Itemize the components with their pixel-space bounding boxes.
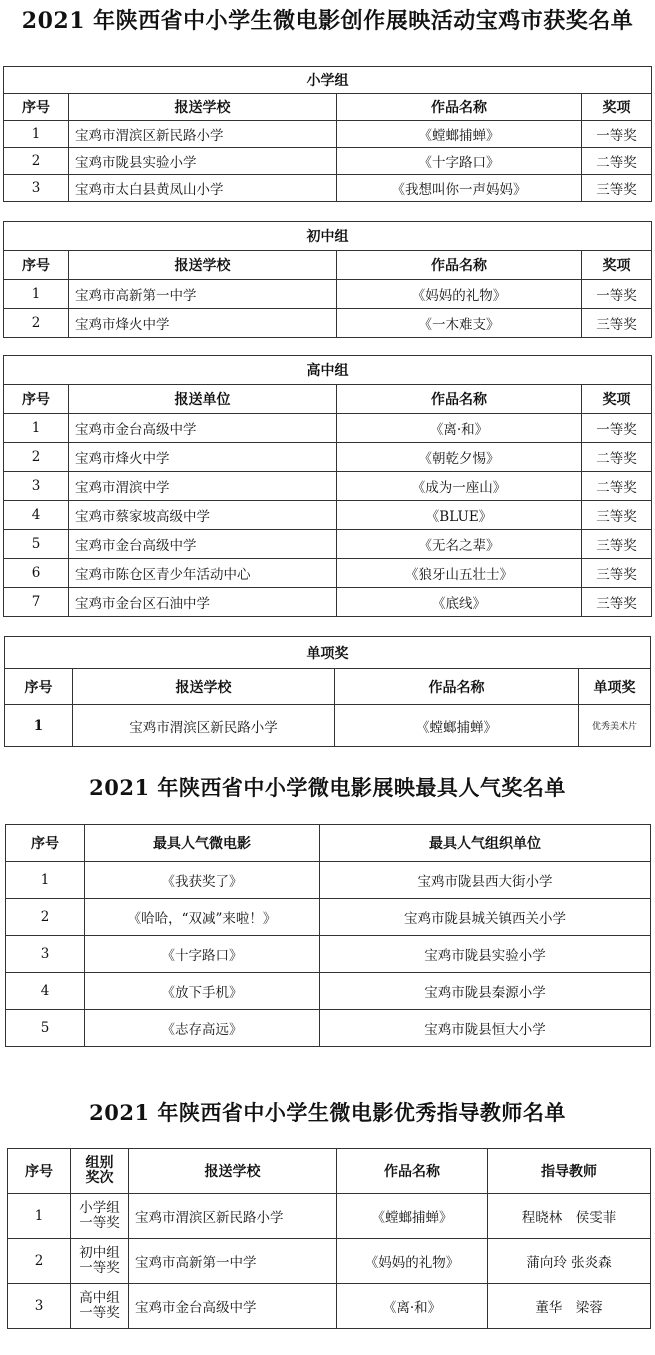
work-title: 《底线》 [337, 588, 582, 617]
school-name: 宝鸡市陇县实验小学 [69, 148, 337, 175]
row-number: 2 [8, 1239, 71, 1284]
work-title: 《螳螂捕蝉》 [337, 121, 582, 148]
col-header: 作品名称 [337, 385, 582, 414]
work-title: 《朝乾夕惕》 [337, 443, 582, 472]
row-number: 2 [4, 309, 69, 338]
table-row [4, 414, 652, 443]
school-name: 宝鸡市太白县黄凤山小学 [69, 175, 337, 202]
col-header: 序号 [4, 251, 69, 280]
col-header: 作品名称 [337, 251, 582, 280]
organization: 宝鸡市陇县城关镇西关小学 [320, 899, 651, 936]
single-awards-table [4, 636, 651, 747]
work-title: 《十字路口》 [337, 148, 582, 175]
popular-awards-table [5, 824, 651, 1047]
group-award: 高中组 一等奖 [71, 1284, 129, 1329]
work-title: 《一木难支》 [337, 309, 582, 338]
row-number: 6 [4, 559, 69, 588]
row-number: 3 [6, 936, 85, 973]
work-title: 《离·和》 [337, 1284, 488, 1329]
col-header: 序号 [8, 1149, 71, 1194]
col-header: 奖项 [582, 251, 652, 280]
award: 二等奖 [582, 443, 652, 472]
main-title: 2021 年陕西省中小学生微电影创作展映活动宝鸡市获奖名单 [21, 8, 634, 34]
organization: 宝鸡市陇县秦源小学 [320, 973, 651, 1010]
group-title: 初中组 [4, 222, 652, 251]
work-title: 《离·和》 [337, 414, 582, 443]
col-header: 指导教师 [488, 1149, 651, 1194]
work-title: 《妈妈的礼物》 [337, 280, 582, 309]
school-name: 宝鸡市陈仓区青少年活动中心 [69, 559, 337, 588]
teacher-names: 程晓林 侯雯菲 [488, 1194, 651, 1239]
row-number: 3 [8, 1284, 71, 1329]
col-header: 作品名称 [337, 94, 582, 121]
school-name: 宝鸡市渭滨区新民路小学 [69, 121, 337, 148]
award: 三等奖 [582, 309, 652, 338]
teacher-names: 蒲向玲 张炎森 [488, 1239, 651, 1284]
table-row [6, 973, 651, 1010]
row-number: 2 [4, 443, 69, 472]
table-row [8, 1194, 651, 1239]
work-title: 《螳螂捕蝉》 [335, 705, 579, 747]
award: 一等奖 [582, 414, 652, 443]
table-row [8, 1239, 651, 1284]
organization: 宝鸡市陇县恒大小学 [320, 1010, 651, 1047]
table-row [4, 530, 652, 559]
school-name: 宝鸡市烽火中学 [69, 309, 337, 338]
award: 二等奖 [582, 148, 652, 175]
group-award: 小学组 一等奖 [71, 1194, 129, 1239]
school-name: 宝鸡市金台高级中学 [69, 414, 337, 443]
senior-awards-table [3, 355, 652, 617]
award: 三等奖 [582, 559, 652, 588]
col-header: 奖项 [582, 94, 652, 121]
school-name: 宝鸡市金台区石油中学 [69, 588, 337, 617]
row-number: 7 [4, 588, 69, 617]
award: 二等奖 [582, 472, 652, 501]
table-row [6, 862, 651, 899]
table-row [6, 899, 651, 936]
teachers-table [7, 1148, 651, 1329]
table-row [4, 472, 652, 501]
organization: 宝鸡市陇县西大街小学 [320, 862, 651, 899]
film-title: 《放下手机》 [85, 973, 320, 1010]
row-number: 2 [4, 148, 69, 175]
award: 三等奖 [582, 175, 652, 202]
col-header: 序号 [4, 94, 69, 121]
col-header: 组别 奖次 [71, 1149, 129, 1194]
col-header: 单项奖 [579, 669, 651, 705]
row-number: 1 [5, 705, 73, 747]
award: 一等奖 [582, 121, 652, 148]
school-name: 宝鸡市高新第一中学 [129, 1239, 337, 1284]
table-row [4, 588, 652, 617]
row-number: 1 [8, 1194, 71, 1239]
school-name: 宝鸡市蔡家坡高级中学 [69, 501, 337, 530]
work-title: 《狼牙山五壮士》 [337, 559, 582, 588]
col-header: 序号 [6, 825, 85, 862]
organization: 宝鸡市陇县实验小学 [320, 936, 651, 973]
col-header: 序号 [5, 669, 73, 705]
work-title: 《螳螂捕蝉》 [337, 1194, 488, 1239]
film-title: 《哈哈，“双减”来啦！》 [85, 899, 320, 936]
table-row [4, 280, 652, 309]
col-header: 报送学校 [73, 669, 335, 705]
school-name: 宝鸡市金台高级中学 [129, 1284, 337, 1329]
primary-awards-table [3, 66, 652, 202]
work-title: 《BLUE》 [337, 501, 582, 530]
film-title: 《志存高远》 [85, 1010, 320, 1047]
row-number: 5 [4, 530, 69, 559]
table-row [6, 1010, 651, 1047]
school-name: 宝鸡市渭滨区新民路小学 [73, 705, 335, 747]
table-row [4, 309, 652, 338]
teacher-names: 董华 梁蓉 [488, 1284, 651, 1329]
junior-awards-table [3, 221, 652, 338]
school-name: 宝鸡市烽火中学 [69, 443, 337, 472]
col-header: 最具人气组织单位 [320, 825, 651, 862]
table-row [5, 705, 651, 747]
teachers-title: 2021 年陕西省中小学生微电影优秀指导教师名单 [89, 1100, 566, 1125]
school-name: 宝鸡市渭滨区新民路小学 [129, 1194, 337, 1239]
col-header: 序号 [4, 385, 69, 414]
row-number: 3 [4, 472, 69, 501]
col-header: 最具人气微电影 [85, 825, 320, 862]
row-number: 1 [4, 121, 69, 148]
row-number: 1 [4, 414, 69, 443]
school-name: 宝鸡市金台高级中学 [69, 530, 337, 559]
table-row [4, 121, 652, 148]
col-header: 报送学校 [129, 1149, 337, 1194]
table-row [6, 936, 651, 973]
award: 优秀美术片 [579, 705, 651, 747]
group-title: 小学组 [4, 67, 652, 94]
row-number: 1 [6, 862, 85, 899]
row-number: 4 [4, 501, 69, 530]
table-row [4, 175, 652, 202]
group-title: 单项奖 [5, 637, 651, 669]
popular-title: 2021 年陕西省中小学微电影展映最具人气奖名单 [89, 775, 566, 800]
col-header: 作品名称 [337, 1149, 488, 1194]
work-title: 《成为一座山》 [337, 472, 582, 501]
col-header: 报送学校 [69, 94, 337, 121]
school-name: 宝鸡市渭滨中学 [69, 472, 337, 501]
group-award: 初中组 一等奖 [71, 1239, 129, 1284]
table-row [8, 1284, 651, 1329]
film-title: 《十字路口》 [85, 936, 320, 973]
table-row [4, 501, 652, 530]
col-header: 报送学校 [69, 251, 337, 280]
table-row [4, 443, 652, 472]
award: 三等奖 [582, 588, 652, 617]
group-title: 高中组 [4, 356, 652, 385]
row-number: 4 [6, 973, 85, 1010]
col-header: 作品名称 [335, 669, 579, 705]
row-number: 3 [4, 175, 69, 202]
work-title: 《妈妈的礼物》 [337, 1239, 488, 1284]
award: 三等奖 [582, 501, 652, 530]
row-number: 2 [6, 899, 85, 936]
col-header: 报送单位 [69, 385, 337, 414]
table-row [4, 148, 652, 175]
row-number: 5 [6, 1010, 85, 1047]
work-title: 《我想叫你一声妈妈》 [337, 175, 582, 202]
award: 一等奖 [582, 280, 652, 309]
table-row [4, 559, 652, 588]
work-title: 《无名之辈》 [337, 530, 582, 559]
film-title: 《我获奖了》 [85, 862, 320, 899]
school-name: 宝鸡市高新第一中学 [69, 280, 337, 309]
col-header: 奖项 [582, 385, 652, 414]
row-number: 1 [4, 280, 69, 309]
award: 三等奖 [582, 530, 652, 559]
